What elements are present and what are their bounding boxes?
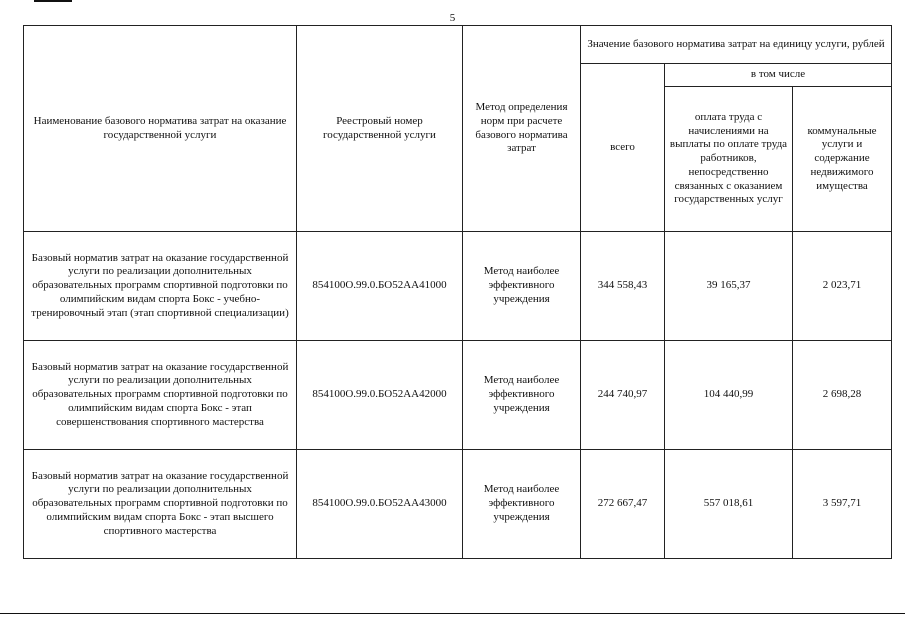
- row-name: Базовый норматив затрат на оказание государственной услуги по реализации дополнительных образовательных программ спортивной подготовки по олимпийским видам спорта Бокс - этап высшего спортивного мастерства: [24, 450, 297, 559]
- table-row: [24, 450, 892, 559]
- row-labor: 104 440,99: [665, 341, 793, 450]
- row-labor: 39 165,37: [665, 232, 793, 341]
- row-total: 272 667,47: [581, 450, 665, 559]
- row-name: Базовый норматив затрат на оказание государственной услуги по реализации дополнительных образовательных программ спортивной подготовки по олимпийским видам спорта Бокс - учебно-тренировочный этап (этап спортивной специализации): [24, 232, 297, 341]
- row-total: 244 740,97: [581, 341, 665, 450]
- header-method: Метод определения норм при расчете базового норматива затрат: [463, 26, 581, 232]
- row-labor: 557 018,61: [665, 450, 793, 559]
- header-including: в том числе: [665, 64, 892, 87]
- row-registry: 854100О.99.0.БО52АА42000: [297, 341, 463, 450]
- row-registry: 854100О.99.0.БО52АА41000: [297, 232, 463, 341]
- table-row: [24, 341, 892, 450]
- table-row: [24, 232, 892, 341]
- row-utilities: 2 023,71: [793, 232, 892, 341]
- row-utilities: 3 597,71: [793, 450, 892, 559]
- header-name: Наименование базового норматива затрат на оказание государственной услуги: [24, 26, 297, 232]
- header-registry: Реестровый номер государственной услуги: [297, 26, 463, 232]
- top-edge-mark: [34, 0, 72, 2]
- bottom-rule: [0, 613, 905, 614]
- row-method: Метод наиболее эффективного учреждения: [463, 232, 581, 341]
- row-total: 344 558,43: [581, 232, 665, 341]
- row-name: Базовый норматив затрат на оказание государственной услуги по реализации дополнительных образовательных программ спортивной подготовки по олимпийским видам спорта Бокс - этап совершенствования спортивного мастерства: [24, 341, 297, 450]
- row-method: Метод наиболее эффективного учреждения: [463, 341, 581, 450]
- row-registry: 854100О.99.0.БО52АА43000: [297, 450, 463, 559]
- header-value-group: Значение базового норматива затрат на единицу услуги, рублей: [581, 26, 892, 64]
- row-method: Метод наиболее эффективного учреждения: [463, 450, 581, 559]
- cost-norms-table: [23, 25, 892, 559]
- header-row-1: [24, 26, 892, 64]
- header-labor: оплата труда с начислениями на выплаты по оплате труда работников, непосредственно связанных с оказанием государственных услуг: [665, 87, 793, 232]
- row-utilities: 2 698,28: [793, 341, 892, 450]
- header-utilities: коммунальные услуги и содержание недвижимого имущества: [793, 87, 892, 232]
- page-number: 5: [449, 12, 456, 24]
- header-total: всего: [581, 64, 665, 232]
